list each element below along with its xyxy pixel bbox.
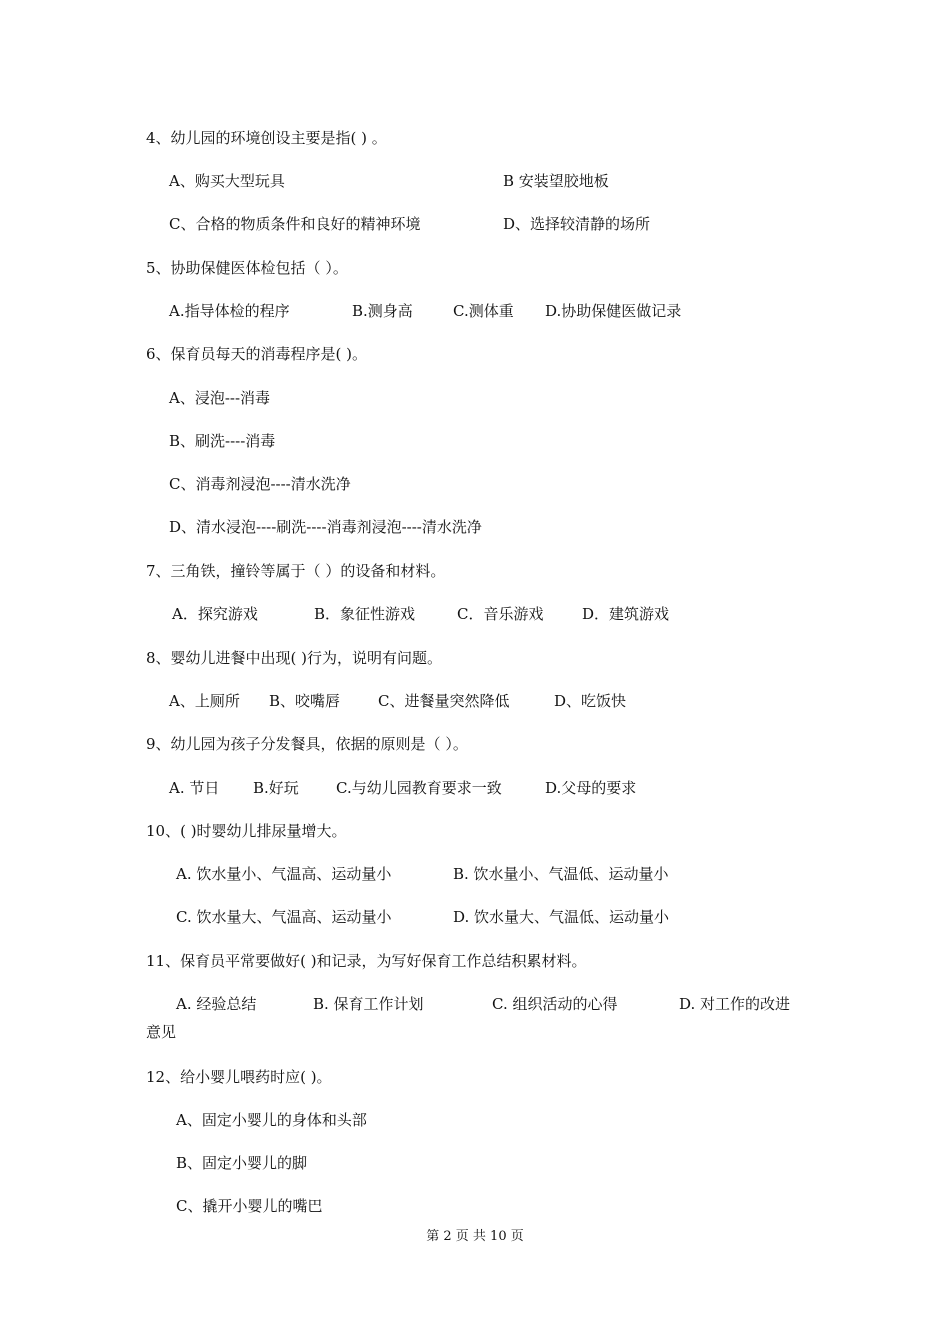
question-11-stem: 11、保育员平常要做好( )和记录，为写好保育工作总结积累材料。 <box>146 952 587 970</box>
q6-option-d: D、清水浸泡----刷洗----消毒剂浸泡----清水洗净 <box>169 518 482 536</box>
q5-option-b: B.测身高 <box>352 302 413 320</box>
q5-option-c: C.测体重 <box>453 302 514 320</box>
question-8-stem: 8、婴幼儿进餐中出现( )行为，说明有问题。 <box>146 649 443 667</box>
q11-option-d-continued: 意见 <box>146 1023 177 1041</box>
question-10-stem: 10、( )时婴幼儿排尿量增大。 <box>146 822 347 840</box>
q6-option-c: C、消毒剂浸泡----清水洗净 <box>169 475 351 493</box>
question-7-stem: 7、三角铁，撞铃等属于（ ）的设备和材料。 <box>146 562 446 580</box>
q7-option-a: A．探究游戏 <box>172 605 258 623</box>
question-5-stem: 5、协助保健医体检包括（ ）。 <box>146 259 348 277</box>
q10-option-b: B. 饮水量小、气温低、运动量小 <box>453 865 669 883</box>
q4-option-a: A、购买大型玩具 <box>169 172 285 190</box>
q9-option-d: D.父母的要求 <box>545 779 637 797</box>
q10-option-a: A. 饮水量小、气温高、运动量小 <box>176 865 392 883</box>
q9-option-a: A. 节日 <box>169 779 220 797</box>
q12-option-a: A、固定小婴儿的身体和头部 <box>176 1111 367 1129</box>
q9-option-c: C.与幼儿园教育要求一致 <box>336 779 502 797</box>
q10-option-c: C. 饮水量大、气温高、运动量小 <box>176 908 392 926</box>
q7-option-d: D．建筑游戏 <box>582 605 670 623</box>
q4-option-d: D、选择较清静的场所 <box>503 215 651 233</box>
q5-option-d: D.协助保健医做记录 <box>545 302 682 320</box>
q6-option-a: A、浸泡---消毒 <box>169 389 271 407</box>
q10-option-d: D. 饮水量大、气温低、运动量小 <box>453 908 670 926</box>
q6-option-b: B、刷洗----消毒 <box>169 432 276 450</box>
q8-option-a: A、上厕所 <box>169 692 240 710</box>
q11-option-c: C. 组织活动的心得 <box>492 995 618 1013</box>
question-4-stem: 4、幼儿园的环境创设主要是指( ) 。 <box>146 129 387 147</box>
q5-option-a: A.指导体检的程序 <box>169 302 290 320</box>
q7-option-c: C．音乐游戏 <box>457 605 544 623</box>
q7-option-b: B．象征性游戏 <box>314 605 416 623</box>
q11-option-b: B. 保育工作计划 <box>313 995 424 1013</box>
question-9-stem: 9、幼儿园为孩子分发餐具，依据的原则是（ ）。 <box>146 735 468 753</box>
q11-option-a: A. 经验总结 <box>176 995 257 1013</box>
q12-option-b: B、固定小婴儿的脚 <box>176 1154 308 1172</box>
q8-option-c: C、进餐量突然降低 <box>378 692 510 710</box>
q12-option-c: C、撬开小婴儿的嘴巴 <box>176 1197 323 1215</box>
question-12-stem: 12、给小婴儿喂药时应( )。 <box>146 1068 332 1086</box>
page-number-footer: 第 2 页 共 10 页 <box>426 1229 524 1244</box>
q8-option-b: B、咬嘴唇 <box>269 692 341 710</box>
q4-option-b: B 安装望胶地板 <box>503 172 609 190</box>
question-6-stem: 6、保育员每天的消毒程序是( )。 <box>146 345 368 363</box>
q11-option-d: D. 对工作的改进 <box>679 995 791 1013</box>
q8-option-d: D、吃饭快 <box>554 692 627 710</box>
q4-option-c: C、合格的物质条件和良好的精神环境 <box>169 215 421 233</box>
q9-option-b: B.好玩 <box>253 779 299 797</box>
